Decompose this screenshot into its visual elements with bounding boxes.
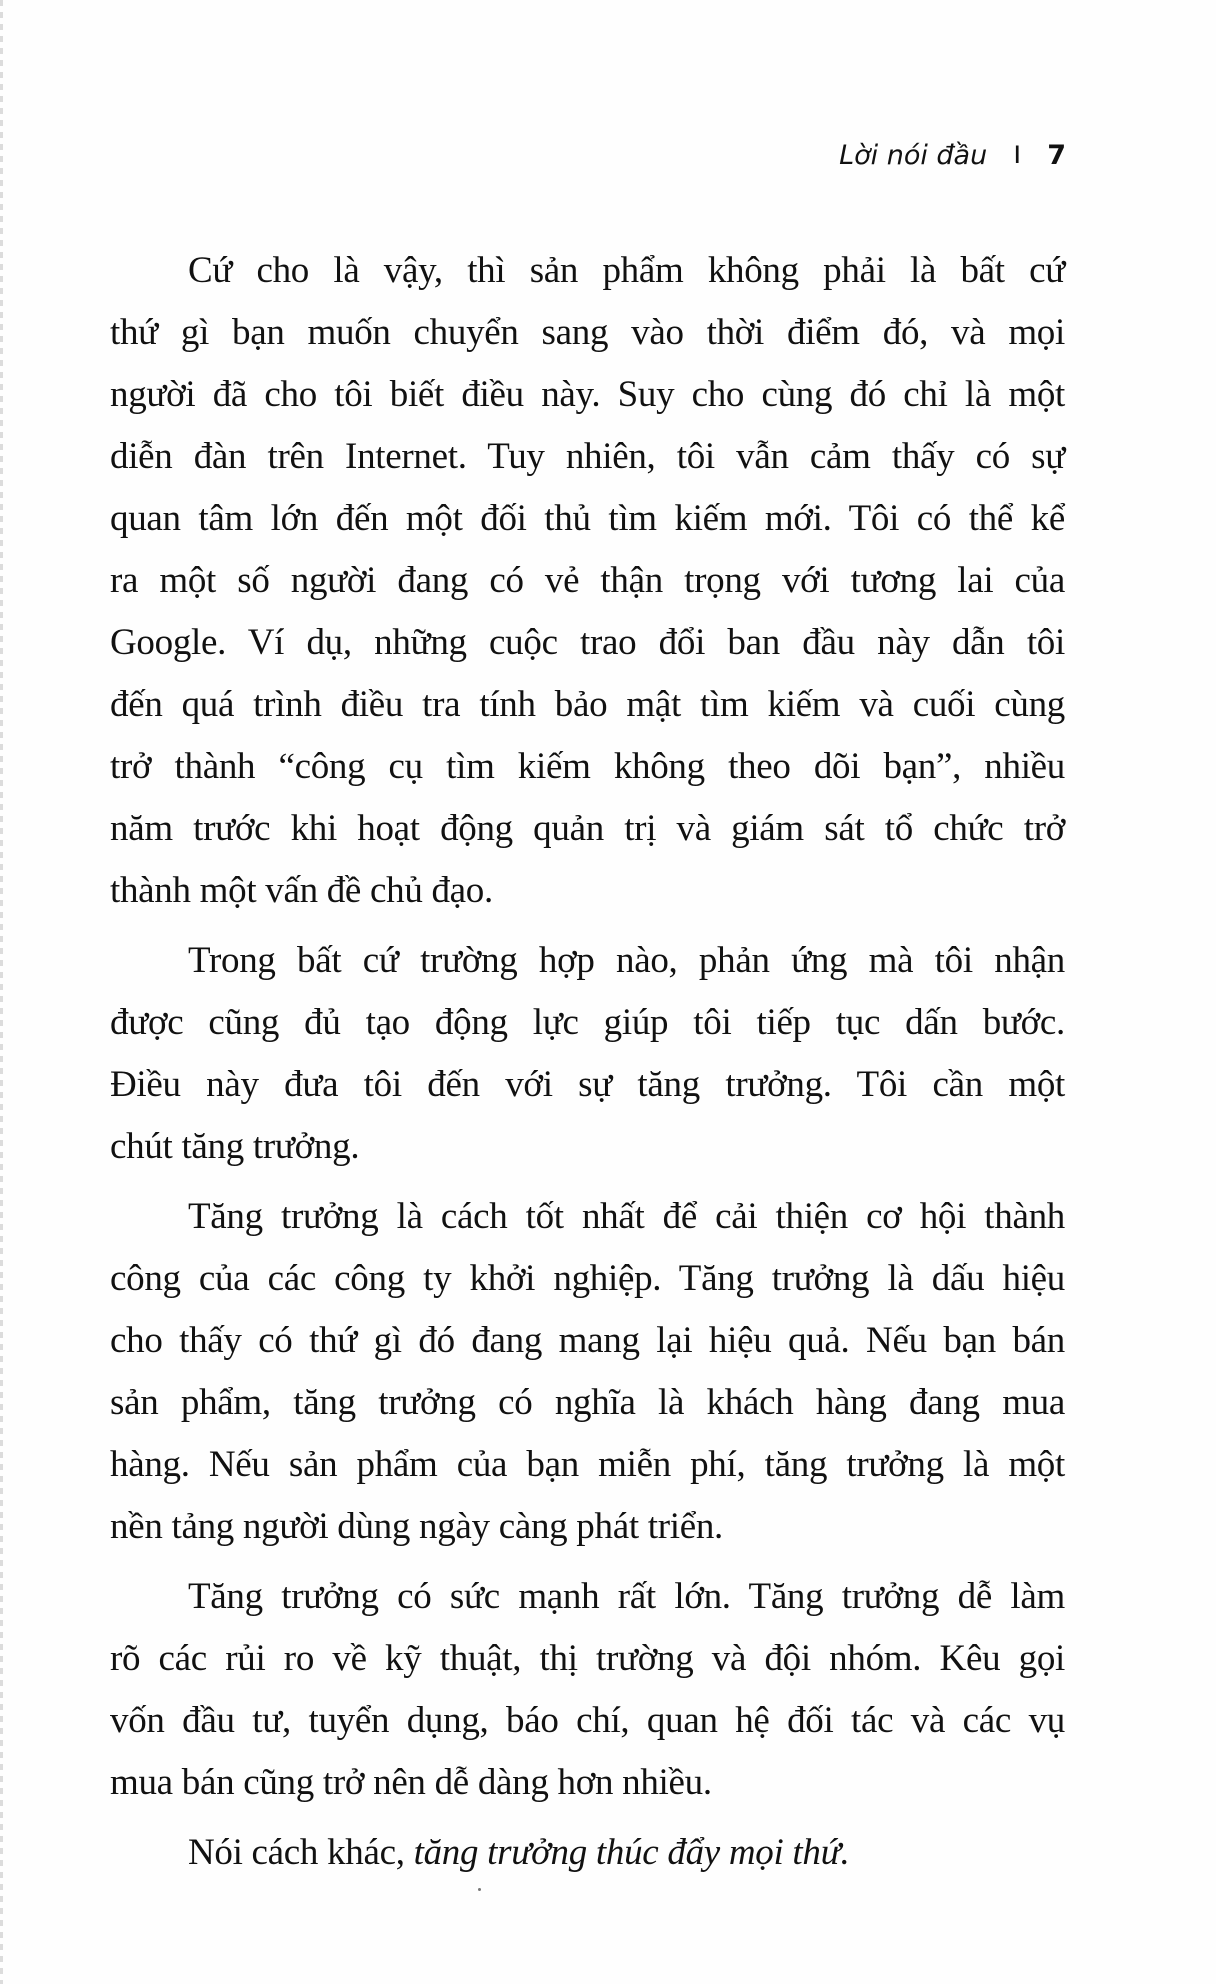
paragraph-1-line: Cứ cho là vậy, thì sản phẩm không phải là bất cứ <box>188 250 1065 291</box>
paragraph-1-line: năm trước khi hoạt động quản trị và giám sát tổ chức trở <box>110 808 1065 849</box>
paragraph-3-line: cho thấy có thứ gì đó đang mang lại hiệu quả. Nếu bạn bán <box>110 1320 1065 1361</box>
paragraph-1-line: Google. Ví dụ, những cuộc trao đổi ban đầu này dẫn tôi <box>110 622 1065 663</box>
paragraph-3-line: Tăng trưởng là cách tốt nhất để cải thiện cơ hội thành <box>188 1196 1065 1237</box>
paragraph-1-line: đến quá trình điều tra tính bảo mật tìm kiếm và cuối cùng <box>110 684 1065 725</box>
paragraph-1-line: diễn đàn trên Internet. Tuy nhiên, tôi vẫn cảm thấy có sự <box>110 436 1065 477</box>
closing-sentence <box>188 1822 1065 1884</box>
paragraph-1-line: ra một số người đang có vẻ thận trọng với tương lai của <box>110 560 1065 601</box>
paragraph-2-line: chút tăng trưởng. <box>110 1126 360 1167</box>
paragraph-3-line: nền tảng người dùng ngày càng phát triển. <box>110 1506 723 1547</box>
paragraph-2-line: được cũng đủ tạo động lực giúp tôi tiếp tục dấn bước. <box>110 1002 1065 1043</box>
paragraph-1-line: thành một vấn đề chủ đạo. <box>110 870 493 911</box>
paragraph-2-line: Điều này đưa tôi đến với sự tăng trưởng. Tôi cần một <box>110 1064 1065 1105</box>
paragraph-4-line: mua bán cũng trở nên dễ dàng hơn nhiều. <box>110 1762 712 1803</box>
paragraph-2-line: Trong bất cứ trường hợp nào, phản ứng mà tôi nhận <box>188 940 1065 981</box>
paragraph-4-line: vốn đầu tư, tuyển dụng, báo chí, quan hệ đối tác và các vụ <box>110 1700 1065 1741</box>
header-separator: I <box>1013 141 1022 170</box>
paragraph-3-line: hàng. Nếu sản phẩm của bạn miễn phí, tăng trưởng là một <box>110 1444 1065 1485</box>
closing-lead: Nói cách khác, <box>188 1832 414 1873</box>
paragraph-4-line: rõ các rủi ro về kỹ thuật, thị trường và đội nhóm. Kêu gọi <box>110 1638 1065 1679</box>
chapter-title: Lời nói đầu <box>839 140 988 171</box>
paragraph-1-line: người đã cho tôi biết điều này. Suy cho cùng đó chỉ là một <box>110 374 1065 415</box>
paragraph-1-line: trở thành “công cụ tìm kiếm không theo dõi bạn”, nhiều <box>110 746 1065 787</box>
paragraph-1-line: quan tâm lớn đến một đối thủ tìm kiếm mới. Tôi có thể kể <box>110 498 1065 539</box>
paragraph-4-line: Tăng trưởng có sức mạnh rất lớn. Tăng trưởng dễ làm <box>188 1576 1065 1617</box>
running-header <box>839 140 1066 171</box>
page-edge <box>0 0 3 1984</box>
paragraph-1-line: thứ gì bạn muốn chuyển sang vào thời điểm đó, và mọi <box>110 312 1065 353</box>
paragraph-3-line: công của các công ty khởi nghiệp. Tăng trưởng là dấu hiệu <box>110 1258 1065 1299</box>
closing-emphasis: tăng trưởng thúc đẩy mọi thứ. <box>413 1832 850 1873</box>
print-speck <box>478 1888 481 1891</box>
page-number: 7 <box>1047 140 1066 171</box>
paragraph-3-line: sản phẩm, tăng trưởng có nghĩa là khách hàng đang mua <box>110 1382 1065 1423</box>
